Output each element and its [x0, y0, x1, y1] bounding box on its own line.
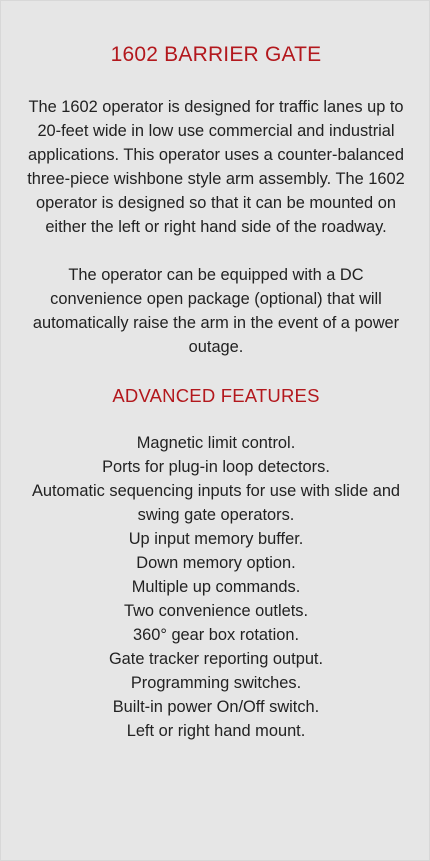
feature-item: Down memory option.: [136, 554, 296, 572]
product-description-content: [27, 41, 405, 743]
power-outage-paragraph: The operator can be equipped with a DC convenience open package (optional) that will automatically raise the arm in the event of a power outage.: [32, 266, 400, 356]
features-list: [31, 431, 401, 743]
feature-item: Up input memory buffer.: [128, 530, 304, 548]
feature-item: Left or right hand mount.: [126, 722, 306, 740]
feature-item: Programming switches.: [130, 674, 302, 692]
feature-item: Magnetic limit control.: [136, 434, 296, 452]
feature-item: Built-in power On/Off switch.: [112, 698, 320, 716]
feature-item: Gate tracker reporting output.: [108, 650, 324, 668]
feature-item: Two convenience outlets.: [123, 602, 309, 620]
feature-item: Multiple up commands.: [131, 578, 301, 596]
feature-item: Automatic sequencing inputs for use with slide and swing gate operators.: [31, 482, 401, 524]
feature-item: Ports for plug-in loop detectors.: [102, 458, 330, 476]
product-title: 1602 BARRIER GATE: [110, 43, 322, 66]
feature-item: 360° gear box rotation.: [132, 626, 300, 644]
features-heading: ADVANCED FEATURES: [112, 385, 320, 406]
intro-paragraph: The 1602 operator is designed for traffic lanes up to 20-feet wide in low use commercial and industrial applications. This operator uses a counter-balanced three-piece wishbone style arm assembly. The 1602 operator is designed so that it can be mounted on either the left or right hand side of the roadway.: [27, 98, 405, 236]
